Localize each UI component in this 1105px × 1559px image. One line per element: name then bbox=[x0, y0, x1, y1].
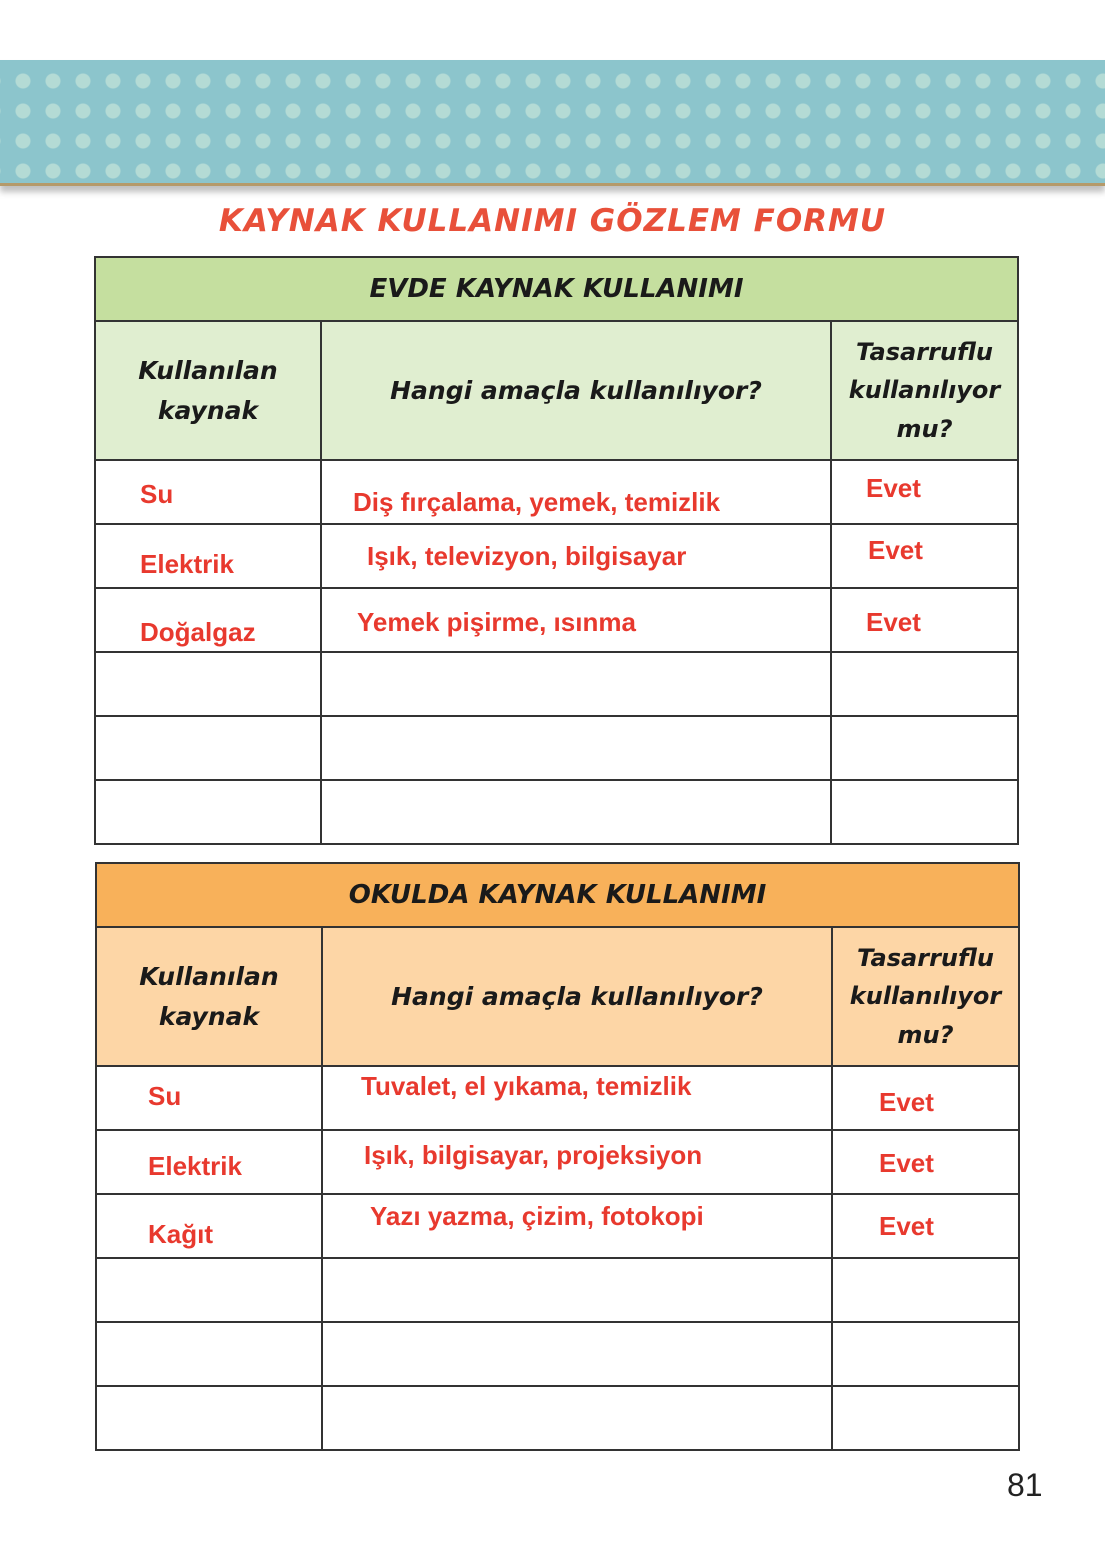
table-row bbox=[95, 524, 1018, 588]
table-heading: OKULDA KAYNAK KULLANIMI bbox=[96, 863, 1019, 927]
purpose-cell[interactable]: Yemek pişirme, ısınma bbox=[357, 607, 636, 637]
purpose-cell[interactable]: Diş fırçalama, yemek, temizlik bbox=[353, 487, 721, 517]
saving-cell[interactable]: Evet bbox=[866, 607, 921, 637]
table-row bbox=[95, 652, 1018, 716]
resource-cell[interactable]: Elektrik bbox=[140, 549, 234, 579]
school-resource-table bbox=[95, 862, 1020, 1451]
column-header: Hangi amaçla kullanılıyor? bbox=[321, 321, 831, 460]
table-row bbox=[96, 1194, 1019, 1258]
page-number: 81 bbox=[1007, 1467, 1043, 1503]
table-row bbox=[96, 1258, 1019, 1322]
saving-cell[interactable]: Evet bbox=[879, 1211, 934, 1241]
table-row bbox=[95, 716, 1018, 780]
column-header: Tasarruflu kullanılıyor mu? bbox=[832, 927, 1019, 1066]
column-header: Hangi amaçla kullanılıyor? bbox=[322, 927, 832, 1066]
column-header: Tasarruflu kullanılıyor mu? bbox=[831, 321, 1018, 460]
resource-cell[interactable]: Elektrik bbox=[148, 1151, 242, 1181]
column-header: Kullanılan kaynak bbox=[95, 321, 321, 460]
resource-cell[interactable]: Doğalgaz bbox=[140, 617, 256, 647]
resource-cell[interactable]: Kağıt bbox=[148, 1219, 213, 1249]
purpose-cell[interactable]: Tuvalet, el yıkama, temizlik bbox=[361, 1071, 692, 1101]
purpose-cell[interactable]: Işık, bilgisayar, projeksiyon bbox=[364, 1140, 703, 1170]
table-row bbox=[95, 460, 1018, 524]
saving-cell[interactable]: Evet bbox=[866, 473, 921, 503]
table-row bbox=[95, 588, 1018, 652]
resource-cell[interactable]: Su bbox=[140, 479, 174, 509]
column-header: Kullanılan kaynak bbox=[96, 927, 322, 1066]
table-row bbox=[95, 780, 1018, 844]
saving-cell[interactable]: Evet bbox=[879, 1148, 934, 1178]
home-resource-table bbox=[94, 256, 1019, 845]
table-row bbox=[96, 1322, 1019, 1386]
table-row bbox=[96, 1066, 1019, 1130]
saving-cell[interactable]: Evet bbox=[879, 1087, 934, 1117]
purpose-cell[interactable]: Yazı yazma, çizim, fotokopi bbox=[370, 1201, 704, 1231]
purpose-cell[interactable]: Işık, televizyon, bilgisayar bbox=[367, 541, 687, 571]
decorative-banner bbox=[0, 60, 1105, 186]
table-row bbox=[96, 1386, 1019, 1450]
saving-cell[interactable]: Evet bbox=[868, 535, 923, 565]
page-title: KAYNAK KULLANIMI GÖZLEM FORMU bbox=[218, 203, 887, 239]
table-row bbox=[96, 1130, 1019, 1194]
resource-cell[interactable]: Su bbox=[148, 1081, 182, 1111]
table-heading: EVDE KAYNAK KULLANIMI bbox=[95, 257, 1018, 321]
